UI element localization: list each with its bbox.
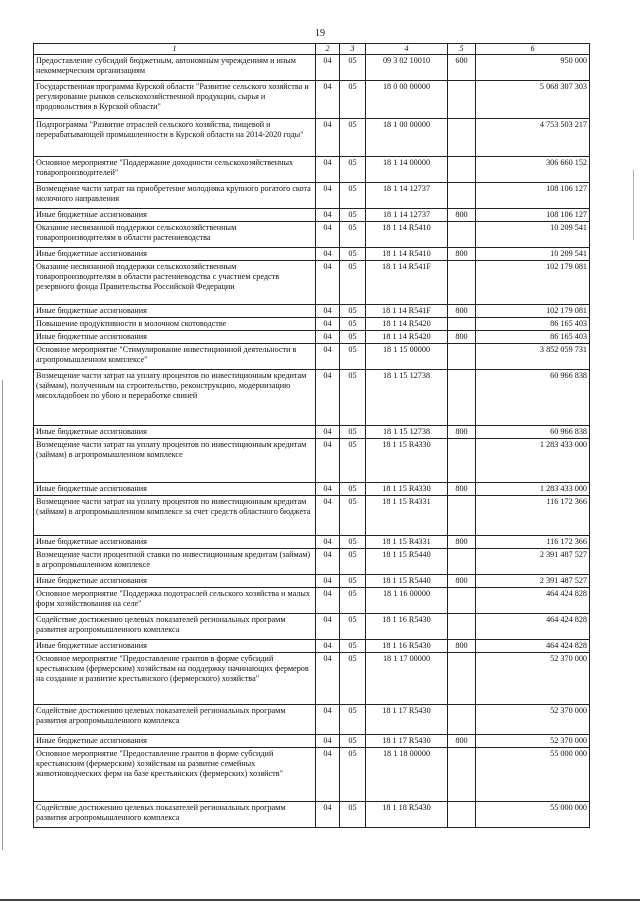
amount-cell: 116 172 366 xyxy=(476,496,590,536)
subsection-code-cell: 05 xyxy=(340,549,366,575)
target-article-cell: 18 1 17 R5430 xyxy=(366,705,448,735)
target-article-cell: 18 1 00 00000 xyxy=(366,119,448,157)
section-code-cell: 04 xyxy=(316,653,340,705)
amount-cell: 108 106 127 xyxy=(476,209,590,222)
expense-type-cell: 800 xyxy=(448,209,476,222)
section-code-cell: 04 xyxy=(316,588,340,614)
section-code-cell: 04 xyxy=(316,157,340,183)
subsection-code-cell: 05 xyxy=(340,748,366,802)
amount-cell: 306 660 152 xyxy=(476,157,590,183)
subsection-code-cell: 05 xyxy=(340,344,366,370)
amount-cell: 108 106 127 xyxy=(476,183,590,209)
expense-type-cell xyxy=(448,119,476,157)
amount-cell: 950 000 xyxy=(476,55,590,81)
expense-type-cell: 800 xyxy=(448,331,476,344)
amount-cell: 60 966 838 xyxy=(476,426,590,439)
expense-type-cell xyxy=(448,588,476,614)
subsection-code-cell: 05 xyxy=(340,802,366,828)
subsection-code-cell: 05 xyxy=(340,248,366,261)
row-name-cell: Возмещение части затрат на уплату процентов по инвестиционным кредитам (займам) в агропромышленном комплексе xyxy=(34,439,316,483)
subsection-code-cell: 05 xyxy=(340,261,366,305)
amount-cell: 1 283 433 000 xyxy=(476,439,590,483)
row-name-cell: Повышение продуктивности в молочном скотоводстве xyxy=(34,318,316,331)
expense-type-cell: 800 xyxy=(448,575,476,588)
expense-type-cell xyxy=(448,81,476,119)
amount-cell: 4 753 503 217 xyxy=(476,119,590,157)
target-article-cell: 18 1 18 00000 xyxy=(366,748,448,802)
table-row xyxy=(34,157,590,183)
page-number: 19 xyxy=(315,28,325,39)
table-row xyxy=(34,640,590,653)
target-article-cell: 18 1 15 R5440 xyxy=(366,549,448,575)
amount-cell: 116 172 366 xyxy=(476,536,590,549)
section-code-cell: 04 xyxy=(316,55,340,81)
target-article-cell: 18 1 15 R5440 xyxy=(366,575,448,588)
column-header-section: 2 xyxy=(316,44,340,55)
target-article-cell: 18 1 14 R5410 xyxy=(366,248,448,261)
target-article-cell: 18 1 15 R4330 xyxy=(366,439,448,483)
amount-cell: 86 165 403 xyxy=(476,318,590,331)
section-code-cell: 04 xyxy=(316,802,340,828)
row-name-cell: Иные бюджетные ассигнования xyxy=(34,575,316,588)
section-code-cell: 04 xyxy=(316,209,340,222)
section-code-cell: 04 xyxy=(316,705,340,735)
section-code-cell: 04 xyxy=(316,81,340,119)
row-name-cell: Возмещение части затрат на приобретение молодняка крупного рогатого скота молочного направления xyxy=(34,183,316,209)
expense-type-cell: 800 xyxy=(448,248,476,261)
row-name-cell: Содействие достижению целевых показателей региональных программ развития агропромышленного комплекса xyxy=(34,705,316,735)
row-name-cell: Иные бюджетные ассигнования xyxy=(34,735,316,748)
amount-cell: 52 370 000 xyxy=(476,735,590,748)
expense-type-cell xyxy=(448,802,476,828)
target-article-cell: 18 1 17 R5430 xyxy=(366,735,448,748)
amount-cell: 10 209 541 xyxy=(476,222,590,248)
row-name-cell: Содействие достижению целевых показателей региональных программ развития агропромышленного комплекса xyxy=(34,802,316,828)
section-code-cell: 04 xyxy=(316,370,340,426)
target-article-cell: 18 1 16 R5430 xyxy=(366,614,448,640)
subsection-code-cell: 05 xyxy=(340,588,366,614)
target-article-cell: 18 1 14 R541F xyxy=(366,305,448,318)
amount-cell: 2 391 487 527 xyxy=(476,575,590,588)
row-name-cell: Иные бюджетные ассигнования xyxy=(34,248,316,261)
row-name-cell: Иные бюджетные ассигнования xyxy=(34,305,316,318)
column-header-subsection: 3 xyxy=(340,44,366,55)
amount-cell: 5 068 307 303 xyxy=(476,81,590,119)
section-code-cell: 04 xyxy=(316,344,340,370)
expense-type-cell xyxy=(448,318,476,331)
row-name-cell: Содействие достижению целевых показателей региональных программ развития агропромышленного комплекса xyxy=(34,614,316,640)
expense-type-cell: 800 xyxy=(448,483,476,496)
target-article-cell: 18 1 14 12737 xyxy=(366,209,448,222)
row-name-cell: Иные бюджетные ассигнования xyxy=(34,536,316,549)
subsection-code-cell: 05 xyxy=(340,653,366,705)
amount-cell: 86 165 403 xyxy=(476,331,590,344)
subsection-code-cell: 05 xyxy=(340,575,366,588)
expense-type-cell: 800 xyxy=(448,305,476,318)
subsection-code-cell: 05 xyxy=(340,496,366,536)
row-name-cell: Иные бюджетные ассигнования xyxy=(34,483,316,496)
table-row xyxy=(34,305,590,318)
expense-type-cell xyxy=(448,183,476,209)
subsection-code-cell: 05 xyxy=(340,209,366,222)
row-name-cell: Иные бюджетные ассигнования xyxy=(34,640,316,653)
table-row xyxy=(34,653,590,705)
amount-cell: 2 391 487 527 xyxy=(476,549,590,575)
section-code-cell: 04 xyxy=(316,614,340,640)
table-row xyxy=(34,588,590,614)
amount-cell: 3 852 059 731 xyxy=(476,344,590,370)
target-article-cell: 18 1 15 00000 xyxy=(366,344,448,370)
amount-cell: 1 283 433 000 xyxy=(476,483,590,496)
table-row xyxy=(34,575,590,588)
section-code-cell: 04 xyxy=(316,222,340,248)
expense-type-cell xyxy=(448,261,476,305)
table-row xyxy=(34,802,590,828)
target-article-cell: 18 1 14 12737 xyxy=(366,183,448,209)
expense-type-cell xyxy=(448,549,476,575)
subsection-code-cell: 05 xyxy=(340,614,366,640)
amount-cell: 52 370 000 xyxy=(476,705,590,735)
amount-cell: 10 209 541 xyxy=(476,248,590,261)
amount-cell: 464 424 828 xyxy=(476,588,590,614)
expense-type-cell xyxy=(448,439,476,483)
expense-type-cell xyxy=(448,370,476,426)
column-header-expense-type: 5 xyxy=(448,44,476,55)
section-code-cell: 04 xyxy=(316,261,340,305)
expense-type-cell: 800 xyxy=(448,735,476,748)
subsection-code-cell: 05 xyxy=(340,55,366,81)
subsection-code-cell: 05 xyxy=(340,157,366,183)
target-article-cell: 18 1 15 R4331 xyxy=(366,496,448,536)
target-article-cell: 18 1 15 12738 xyxy=(366,370,448,426)
expense-type-cell xyxy=(448,496,476,536)
scan-edge-bottom xyxy=(0,899,640,901)
subsection-code-cell: 05 xyxy=(340,536,366,549)
target-article-cell: 18 1 15 R4330 xyxy=(366,483,448,496)
table-row xyxy=(34,81,590,119)
row-name-cell: Оказание несвязанной поддержки сельскохозяйственным товаропроизводителям в области растениеводства xyxy=(34,222,316,248)
section-code-cell: 04 xyxy=(316,496,340,536)
section-code-cell: 04 xyxy=(316,439,340,483)
target-article-cell: 18 1 15 R4331 xyxy=(366,536,448,549)
table-row xyxy=(34,614,590,640)
row-name-cell: Возмещение части затрат на уплату процентов по инвестиционным кредитам (займам) в агропромышленном комплексе за счет средств областного бюджета xyxy=(34,496,316,536)
row-name-cell: Оказание несвязанной поддержки сельскохозяйственным товаропроизводителям в области растениеводства с участием средств резервного фонда Правительства Российской Федерации xyxy=(34,261,316,305)
amount-cell: 60 966 838 xyxy=(476,370,590,426)
table-row xyxy=(34,426,590,439)
expense-type-cell xyxy=(448,222,476,248)
scan-edge-left xyxy=(2,380,3,850)
row-name-cell: Подпрограмма "Развитие отраслей сельского хозяйства, пищевой и перерабатывающей промышленности в Курской области на 2014-2020 годы" xyxy=(34,119,316,157)
subsection-code-cell: 05 xyxy=(340,305,366,318)
subsection-code-cell: 05 xyxy=(340,370,366,426)
row-name-cell: Основное мероприятие "Стимулирование инвестиционной деятельности в агропромышленном комплексе" xyxy=(34,344,316,370)
section-code-cell: 04 xyxy=(316,640,340,653)
table-row xyxy=(34,496,590,536)
subsection-code-cell: 05 xyxy=(340,183,366,209)
expense-type-cell xyxy=(448,748,476,802)
expense-type-cell xyxy=(448,157,476,183)
scan-margin-mark xyxy=(633,170,634,240)
row-name-cell: Иные бюджетные ассигнования xyxy=(34,331,316,344)
row-name-cell: Возмещение части затрат на уплату процентов по инвестиционным кредитам (займам), полученным на строительство, реконструкцию, модернизацию мясохладобоен по убою и переработке свиней xyxy=(34,370,316,426)
subsection-code-cell: 05 xyxy=(340,439,366,483)
target-article-cell: 18 1 14 R5420 xyxy=(366,318,448,331)
expense-type-cell: 800 xyxy=(448,536,476,549)
target-article-cell: 18 1 17 00000 xyxy=(366,653,448,705)
table-row xyxy=(34,183,590,209)
target-article-cell: 18 1 14 R541F xyxy=(366,261,448,305)
table-row xyxy=(34,439,590,483)
amount-cell: 464 424 828 xyxy=(476,614,590,640)
table-row xyxy=(34,331,590,344)
table-row xyxy=(34,536,590,549)
row-name-cell: Предоставление субсидий бюджетным, автономным учреждениям и иным некоммерческим организациям xyxy=(34,55,316,81)
section-code-cell: 04 xyxy=(316,331,340,344)
subsection-code-cell: 05 xyxy=(340,119,366,157)
amount-cell: 102 179 081 xyxy=(476,305,590,318)
table-row xyxy=(34,705,590,735)
table-row xyxy=(34,370,590,426)
section-code-cell: 04 xyxy=(316,426,340,439)
row-name-cell: Основное мероприятие "Предоставление грантов в форме субсидий крестьянским (фермерским) хозяйствам на поддержку начинающих фермеров на создание и развитие крестьянского (фермерского) хозяйства" xyxy=(34,653,316,705)
row-name-cell: Основное мероприятие "Поддержание доходности сельскохозяйственных товаропроизводителей" xyxy=(34,157,316,183)
target-article-cell: 18 1 16 00000 xyxy=(366,588,448,614)
table-row xyxy=(34,222,590,248)
section-code-cell: 04 xyxy=(316,575,340,588)
expense-type-cell: 600 xyxy=(448,55,476,81)
expense-type-cell xyxy=(448,614,476,640)
row-name-cell: Иные бюджетные ассигнования xyxy=(34,209,316,222)
table-row xyxy=(34,209,590,222)
amount-cell: 55 000 000 xyxy=(476,748,590,802)
subsection-code-cell: 05 xyxy=(340,426,366,439)
target-article-cell: 18 1 14 00000 xyxy=(366,157,448,183)
expense-type-cell: 800 xyxy=(448,640,476,653)
section-code-cell: 04 xyxy=(316,183,340,209)
table-row xyxy=(34,748,590,802)
target-article-cell: 18 1 15 12738 xyxy=(366,426,448,439)
row-name-cell: Иные бюджетные ассигнования xyxy=(34,426,316,439)
amount-cell: 52 370 000 xyxy=(476,653,590,705)
row-name-cell: Основное мероприятие "Поддержка подотраслей сельского хозяйства и малых форм хозяйствования на селе" xyxy=(34,588,316,614)
table-row xyxy=(34,248,590,261)
target-article-cell: 18 1 14 R5410 xyxy=(366,222,448,248)
column-header-target-article: 4 xyxy=(366,44,448,55)
section-code-cell: 04 xyxy=(316,305,340,318)
target-article-cell: 18 0 00 00000 xyxy=(366,81,448,119)
table-row xyxy=(34,735,590,748)
section-code-cell: 04 xyxy=(316,483,340,496)
subsection-code-cell: 05 xyxy=(340,705,366,735)
subsection-code-cell: 05 xyxy=(340,81,366,119)
subsection-code-cell: 05 xyxy=(340,318,366,331)
expense-type-cell xyxy=(448,344,476,370)
table-row xyxy=(34,483,590,496)
table-row xyxy=(34,119,590,157)
row-name-cell: Основное мероприятие "Предоставление грантов в форме субсидий крестьянским (фермерским) хозяйствам на развитие семейных животноводческих ферм на базе крестьянских (фермерских) хозяйств" xyxy=(34,748,316,802)
table-row xyxy=(34,344,590,370)
subsection-code-cell: 05 xyxy=(340,331,366,344)
target-article-cell: 18 1 16 R5430 xyxy=(366,640,448,653)
target-article-cell: 18 1 18 R5430 xyxy=(366,802,448,828)
column-header-amount: 6 xyxy=(476,44,590,55)
table-row xyxy=(34,549,590,575)
subsection-code-cell: 05 xyxy=(340,483,366,496)
section-code-cell: 04 xyxy=(316,748,340,802)
section-code-cell: 04 xyxy=(316,318,340,331)
row-name-cell: Государственная программа Курской области "Развитие сельского хозяйства и регулирование рынков сельскохозяйственной продукции, сырья и продовольствия в Курской области" xyxy=(34,81,316,119)
target-article-cell: 18 1 14 R5420 xyxy=(366,331,448,344)
table-body xyxy=(34,55,590,828)
section-code-cell: 04 xyxy=(316,735,340,748)
amount-cell: 464 424 828 xyxy=(476,640,590,653)
section-code-cell: 04 xyxy=(316,549,340,575)
budget-allocation-table xyxy=(33,43,590,828)
section-code-cell: 04 xyxy=(316,248,340,261)
expense-type-cell: 800 xyxy=(448,426,476,439)
amount-cell: 102 179 081 xyxy=(476,261,590,305)
target-article-cell: 09 3 02 10010 xyxy=(366,55,448,81)
subsection-code-cell: 05 xyxy=(340,640,366,653)
section-code-cell: 04 xyxy=(316,119,340,157)
amount-cell: 55 000 000 xyxy=(476,802,590,828)
column-header-name: 1 xyxy=(34,44,316,55)
column-number-row xyxy=(34,44,590,55)
row-name-cell: Возмещение части процентной ставки по инвестиционным кредитам (займам) в агропромышленном комплексе xyxy=(34,549,316,575)
expense-type-cell xyxy=(448,653,476,705)
table-row xyxy=(34,318,590,331)
section-code-cell: 04 xyxy=(316,536,340,549)
expense-type-cell xyxy=(448,705,476,735)
subsection-code-cell: 05 xyxy=(340,735,366,748)
table-row xyxy=(34,261,590,305)
subsection-code-cell: 05 xyxy=(340,222,366,248)
table-row xyxy=(34,55,590,81)
